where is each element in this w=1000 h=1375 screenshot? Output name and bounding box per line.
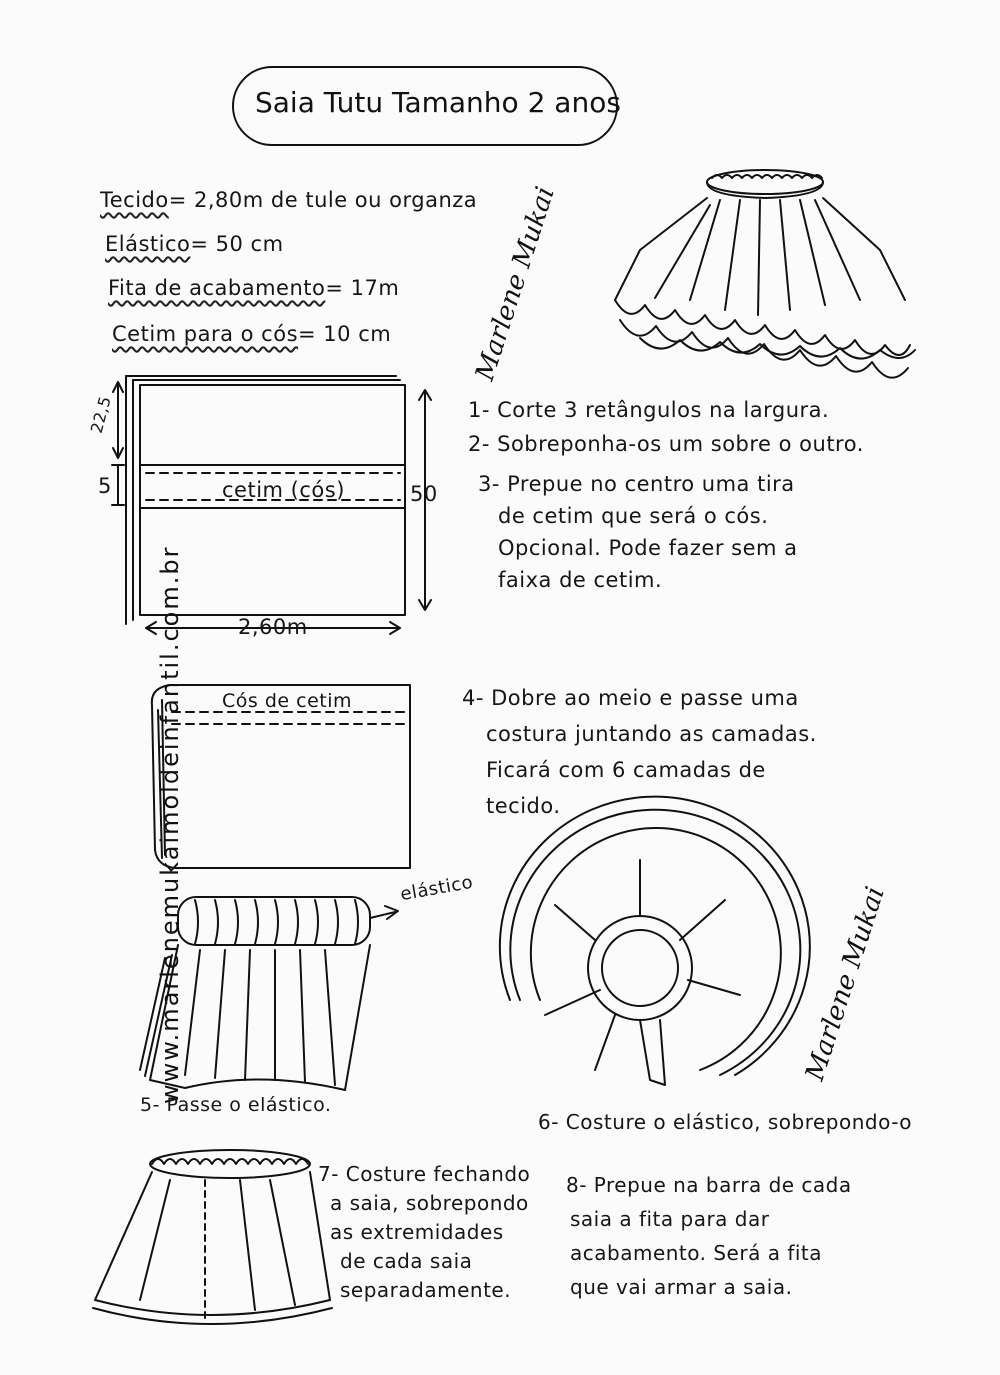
website-url: www.marlenemukaimoldeinfantil.com.br <box>156 545 184 1104</box>
tutu-skirt-drawing <box>615 170 915 378</box>
step-4-line: tecido. <box>486 794 561 818</box>
step-7-line: separadamente. <box>340 1278 512 1302</box>
step-3 <box>478 468 798 596</box>
step-3-line: faixa de cetim. <box>498 568 663 592</box>
step-8-line: 8- Prepue na barra de cada <box>566 1173 852 1197</box>
material-label: Fita de acabamento <box>108 276 326 300</box>
step-7 <box>318 1160 530 1305</box>
dim-band: 5 <box>98 474 112 498</box>
step-7-line: a saia, sobrepondo <box>330 1191 529 1215</box>
circular-skirt-drawing <box>500 797 810 1085</box>
folded-fabric-drawing <box>152 685 410 868</box>
step-7-line: 7- Costure fechando <box>318 1162 531 1186</box>
step-7-line: de cada saia <box>340 1249 473 1273</box>
band-label: cetim (cós) <box>222 478 345 502</box>
material-value: = 10 cm <box>298 322 392 346</box>
step-2: 2- Sobreponha-os um sobre o outro. <box>468 432 864 456</box>
step-8-line: acabamento. Será a fita <box>570 1241 823 1265</box>
step-3-line: de cetim que será o cós. <box>498 504 769 528</box>
step-6: 6- Costure o elástico, sobrepondo-o <box>538 1110 913 1134</box>
step-4-line: costura juntando as camadas. <box>486 722 817 746</box>
signature-bottom: Marlene Mukai <box>800 883 891 1085</box>
fold-band-label: Cós de cetim <box>222 690 352 712</box>
dim-height: 50 <box>410 482 438 506</box>
step-7-line: as extremidades <box>330 1220 504 1244</box>
gathered-elastic-drawing <box>140 897 398 1090</box>
material-label: Elástico <box>105 232 191 256</box>
step-5: 5- Passe o elástico. <box>140 1094 332 1116</box>
step-4-line: 4- Dobre ao meio e passe uma <box>462 686 799 710</box>
step-8-line: saia a fita para dar <box>570 1207 770 1231</box>
step-3-line: 3- Prepue no centro uma tira <box>478 472 795 496</box>
material-value: = 17m <box>325 276 400 300</box>
step-8 <box>566 1168 852 1304</box>
page-title: Saia Tutu Tamanho 2 anos <box>255 86 621 119</box>
dim-top: 22,5 <box>86 393 115 436</box>
step-4-line: Ficará com 6 camadas de <box>486 758 766 782</box>
elastic-label: elástico <box>398 871 475 906</box>
dim-width: 2,60m <box>238 615 308 639</box>
finished-skirt-drawing <box>93 1150 332 1324</box>
step-4 <box>462 680 817 824</box>
material-label: Tecido <box>100 188 169 212</box>
fabric-rectangles-drawing <box>112 376 431 634</box>
signature-top: Marlene Mukai <box>470 183 561 385</box>
step-3-line: Opcional. Pode fazer sem a <box>498 536 798 560</box>
material-value: = 2,80m de tule ou organza <box>168 188 478 212</box>
material-label: Cetim para o cós <box>112 322 299 346</box>
step-8-line: que vai armar a saia. <box>570 1275 793 1299</box>
material-value: = 50 cm <box>190 232 284 256</box>
step-1: 1- Corte 3 retângulos na largura. <box>468 398 830 422</box>
